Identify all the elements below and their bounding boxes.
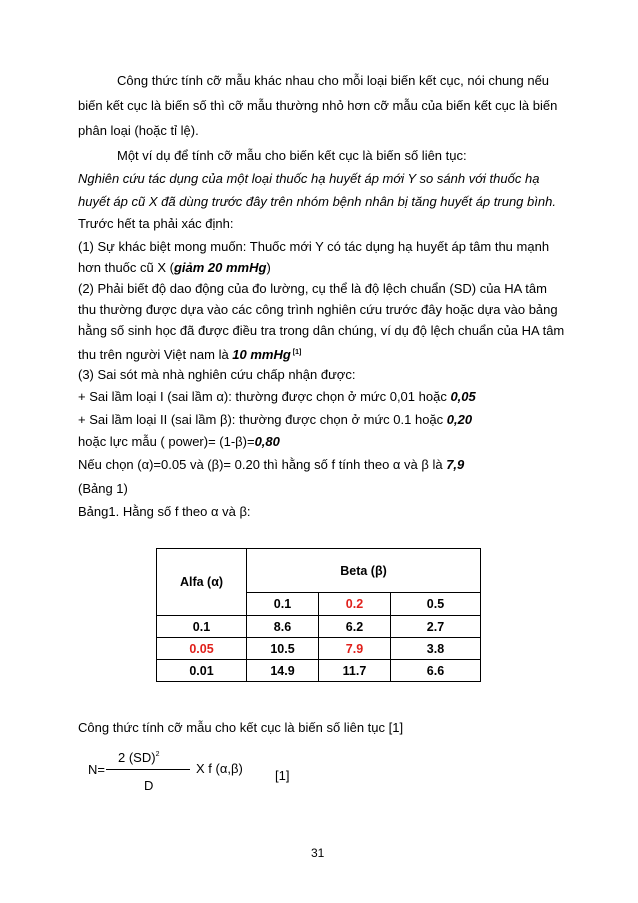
table-cell: 8.6 <box>247 616 319 638</box>
paragraph-line: biến kết cục là biến số thì cỡ mẫu thường nhỏ hơn cỡ mẫu của biến kết cục là biến <box>78 98 558 113</box>
beta-value: 0.1 <box>247 593 319 616</box>
table-cell: 3.8 <box>391 638 481 660</box>
paragraph-line: thu trên người Việt nam là 10 mmHg [1] <box>78 347 302 362</box>
paragraph-line: hoặc lực mẫu ( power)= (1-β)=0,80 <box>78 434 280 449</box>
formula-lhs: N= <box>88 762 105 777</box>
alfa-value: 0.05 <box>157 638 247 660</box>
beta-value: 0.2 <box>319 593 391 616</box>
table-cell: 7.9 <box>319 638 391 660</box>
alfa-value: 0.1 <box>157 616 247 638</box>
example-line: huyết áp cũ X đã dùng trước đây trên nhóm bệnh nhân bị tăng huyết áp trung bình. <box>78 194 556 209</box>
paragraph-line: Công thức tính cỡ mẫu khác nhau cho mỗi loại biến kết cục, nói chung nếu <box>117 73 550 88</box>
formula-exponent: 2 <box>155 751 160 758</box>
paragraph-line: Một ví dụ để tính cỡ mẫu cho biến kết cục là biến số liên tục: <box>117 148 467 163</box>
table-cell: 2.7 <box>391 616 481 638</box>
table-cell: 10.5 <box>247 638 319 660</box>
table-cell: 11.7 <box>319 660 391 682</box>
beta-value: 0.5 <box>391 593 481 616</box>
page-number: 31 <box>311 846 325 860</box>
table-cell: 14.9 <box>247 660 319 682</box>
emphasis-value: 10 mmHg <box>232 347 291 362</box>
formula-caption: Công thức tính cỡ mẫu cho kết cục là biến số liên tục [1] <box>78 720 404 735</box>
formula-numerator: 2 (SD)$^2$ <box>118 750 160 765</box>
table-row <box>157 638 481 660</box>
table-row <box>157 660 481 682</box>
citation-ref: [1] <box>290 349 302 356</box>
formula-denominator: D <box>144 778 154 793</box>
table-cell: 6.6 <box>391 660 481 682</box>
paragraph-line: thu thường được dựa vào các công trình nghiên cứu trước đây hoặc dựa vào bảng <box>78 302 558 317</box>
beta-header: Beta (β) <box>247 549 481 593</box>
paragraph-line: + Sai lầm loại I (sai lầm α): thường được chọn ở mức 0,01 hoặc 0,05 <box>78 389 476 404</box>
emphasis-value: 7,9 <box>446 457 465 472</box>
emphasis-value: 0,80 <box>254 434 280 449</box>
paragraph-line: (3) Sai sót mà nhà nghiên cứu chấp nhận được: <box>78 367 356 382</box>
alfa-header: Alfa (α) <box>157 549 247 616</box>
constant-table <box>156 548 481 682</box>
paragraph-line: Trước hết ta phải xác định: <box>78 216 234 231</box>
example-line: Nghiên cứu tác dụng của một loại thuốc hạ huyết áp mới Y so sánh với thuốc hạ <box>78 171 540 186</box>
emphasis-value: 0,05 <box>450 389 476 404</box>
emphasis-value: 0,20 <box>446 412 473 427</box>
table-cell: 6.2 <box>319 616 391 638</box>
paragraph-line: phân loại (hoặc tỉ lệ). <box>78 123 199 138</box>
formula-multiplier: X f (α,β) <box>196 761 243 776</box>
paragraph-line: Nếu chọn (α)=0.05 và (β)= 0.20 thì hằng số f tính theo α và β là 7,9 <box>78 457 465 472</box>
paragraph-line: (2) Phải biết độ dao động của đo lường, cụ thể là độ lệch chuẩn (SD) của HA tâm <box>78 281 547 296</box>
emphasis-value: giảm 20 mmHg <box>173 260 267 275</box>
paragraph-line: hơn thuốc cũ X (giảm 20 mmHg) <box>78 260 271 275</box>
fraction-bar <box>106 769 190 770</box>
formula-reference: [1] <box>275 768 290 783</box>
table-row <box>157 616 481 638</box>
table-caption: Bảng1. Hằng số f theo α và β: <box>78 504 251 519</box>
paragraph-line: (Bảng 1) <box>78 481 128 496</box>
paragraph-line: hằng số sinh học đã được điều tra trong dân chúng, ví dụ độ lệch chuẩn của HA tâm <box>78 323 565 338</box>
paragraph-line: (1) Sự khác biệt mong muốn: Thuốc mới Y có tác dụng hạ huyết áp tâm thu mạnh <box>78 239 550 254</box>
paragraph-line: + Sai lầm loại II (sai lầm β): thường được chọn ở mức 0.1 hoặc 0,20 <box>78 412 473 427</box>
alfa-value: 0.01 <box>157 660 247 682</box>
